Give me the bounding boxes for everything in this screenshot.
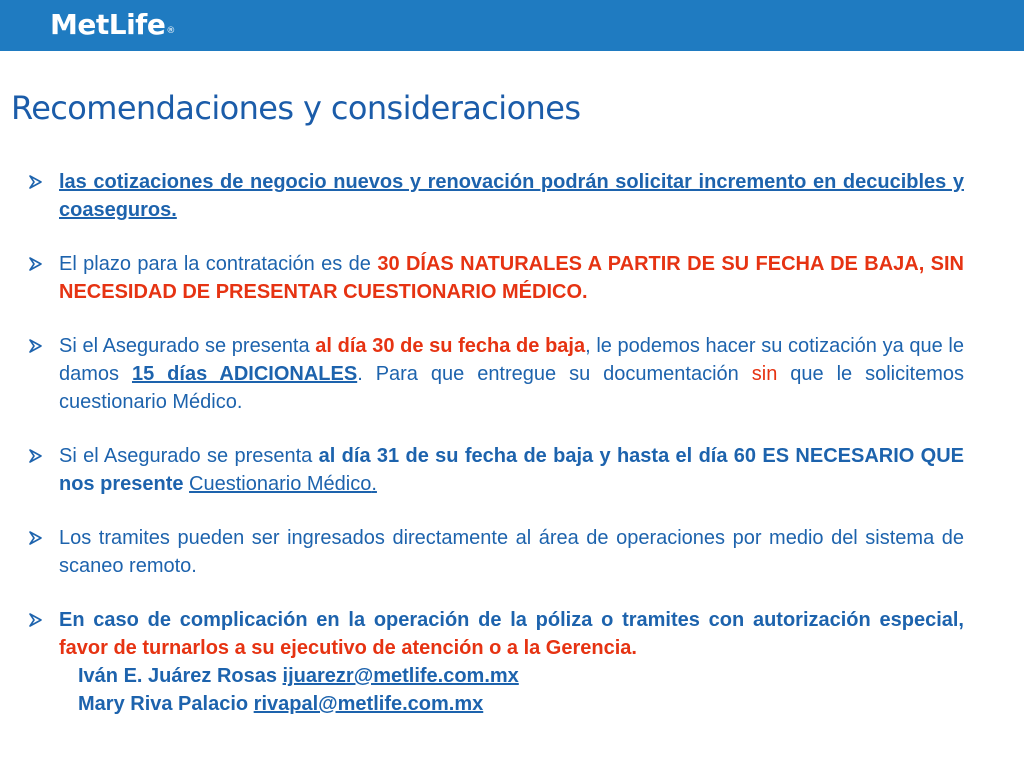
bullet-item <box>28 606 964 662</box>
contact-name: Mary Riva Palacio <box>78 693 254 715</box>
logo-text: MetLife <box>50 8 166 41</box>
bullet-text: . Para que entregue su documentación <box>357 363 752 385</box>
bullet-emphasis: al día 31 de su fecha de baja y hasta el día 60 ES NECESARIO QUE nos presente <box>59 445 964 495</box>
contact-line <box>28 690 964 718</box>
bullet-highlight: al día 30 de su fecha de baja <box>315 335 586 357</box>
bullet-text: , le podemos hacer su cotización ya que le damos <box>59 335 964 385</box>
bullet-text: El plazo para la contratación es de <box>59 253 378 275</box>
arrow-bullet-icon <box>28 613 44 627</box>
bullet-item <box>28 168 964 224</box>
bullet-text: Los tramites pueden ser ingresados directamente al área de operaciones por medio del sistema de scaneo remoto. <box>59 527 964 577</box>
bullet-item <box>28 524 964 580</box>
arrow-bullet-icon <box>28 175 44 189</box>
bullet-item <box>28 442 964 498</box>
bullet-text: Si el Asegurado se presenta <box>59 445 319 467</box>
arrow-bullet-icon <box>28 257 44 271</box>
contact-email-link[interactable]: ijuarezr@metlife.com.mx <box>282 665 519 687</box>
bullet-text: . <box>371 473 377 495</box>
bullet-list <box>28 168 964 718</box>
bullet-text: que le solicitemos cuestionario Médico. <box>59 363 965 413</box>
bullet-underlined: Cuestionario Médico <box>189 473 372 495</box>
bullet-emphasis: En caso de complicación en la operación de la póliza o tramites con autorización especial, <box>59 609 964 631</box>
bullet-highlight: favor de turnarlos a su ejecutivo de atención o a la Gerencia. <box>59 637 637 659</box>
bullet-highlight: 30 DÍAS NATURALES A PARTIR DE SU FECHA DE BAJA, SIN NECESIDAD DE PRESENTAR CUESTIONARIO MÉDICO. <box>59 253 965 303</box>
arrow-bullet-icon <box>28 449 44 463</box>
bullet-item <box>28 332 964 416</box>
contact-line <box>28 662 964 690</box>
bullet-emphasis: 15 días ADICIONALES <box>131 363 358 385</box>
slide-title: Recomendaciones y consideraciones <box>11 89 581 127</box>
arrow-bullet-icon <box>28 339 44 353</box>
bullet-highlight: sin <box>751 363 778 385</box>
bullet-item <box>28 250 964 306</box>
contact-email-link[interactable]: rivapal@metlife.com.mx <box>253 693 484 715</box>
registered-mark: ® <box>166 26 175 36</box>
metlife-logo <box>50 6 175 44</box>
arrow-bullet-icon <box>28 531 44 545</box>
contact-name: Iván E. Juárez Rosas <box>78 665 283 687</box>
header-bar <box>0 0 1024 51</box>
bullet-text: Si el Asegurado se presenta <box>59 335 316 357</box>
bullet-text: las cotizaciones de negocio nuevos y renovación podrán solicitar incremento en decucibles y coaseguros. <box>59 171 964 221</box>
